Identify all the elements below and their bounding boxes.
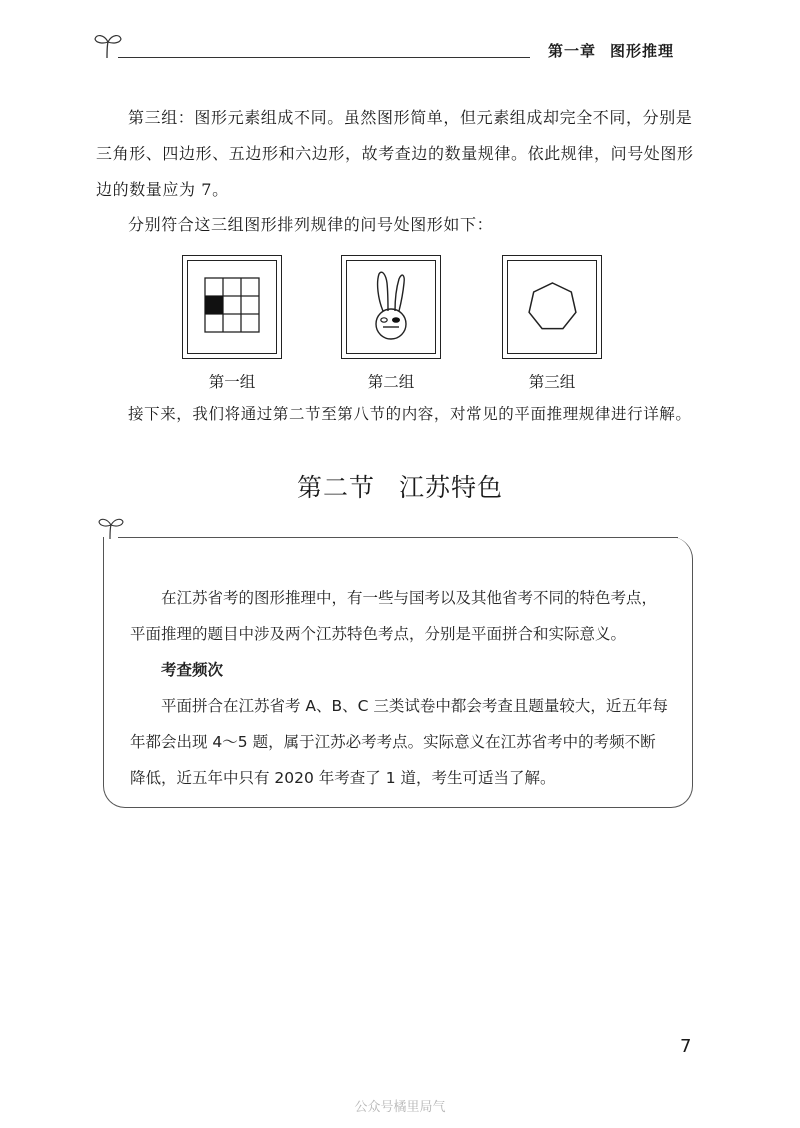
heptagon-icon [508, 261, 597, 354]
paragraph-next: 接下来，我们将通过第二节至第八节的内容，对常见的平面推理规律进行详解。 [128, 405, 692, 423]
page-number: 7 [680, 1036, 692, 1057]
box-heading: 考查频次 [161, 661, 224, 679]
figure-group3 [502, 255, 602, 359]
figure-group1 [182, 255, 282, 359]
paragraph-group3: 第三组：图形元素组成不同。虽然图形简单，但元素组成却完全不同，分别是三角形、四边形、五边形和六边形，故考查边的数量规律。依此规律，问号处图形边的数量应为 7。 [96, 108, 694, 199]
watermark: 公众号橘里局气 [354, 1100, 446, 1115]
section-name: 江苏特色 [399, 473, 504, 502]
figure-group2 [341, 255, 441, 359]
section-number: 第二节 [296, 473, 375, 502]
chapter-title: 图形推理 [610, 42, 675, 60]
running-header [548, 40, 674, 61]
figure-label-group2: 第二组 [367, 373, 415, 391]
chapter-number: 第一章 [548, 42, 597, 60]
box-intro: 在江苏省考的图形推理中，有一些与国考以及其他省考不同的特色考点，平面推理的题目中涉及两个江苏特色考点，分别是平面拼合和实际意义。 [130, 589, 658, 643]
sprout-icon [92, 30, 126, 60]
header-rule [118, 57, 530, 58]
rabbit-face-icon [347, 261, 436, 354]
box-frequency: 平面拼合在江苏省考 A、B、C 三类试卷中都会考查且题量较大，近五年每年都会出现 4～5 题，属于江苏必考考点。实际意义在江苏省考中的考频不断降低，近五年中只有 2020 年考查了 1 道，考生可适当了解。 [130, 697, 668, 787]
figure-label-group1: 第一组 [208, 373, 256, 391]
paragraph-intro-answers: 分别符合这三组图形排列规律的问号处图形如下： [128, 215, 494, 234]
section-title [0, 468, 800, 504]
figure-label-group3: 第三组 [528, 373, 576, 391]
grid-3x3-icon [188, 261, 277, 354]
